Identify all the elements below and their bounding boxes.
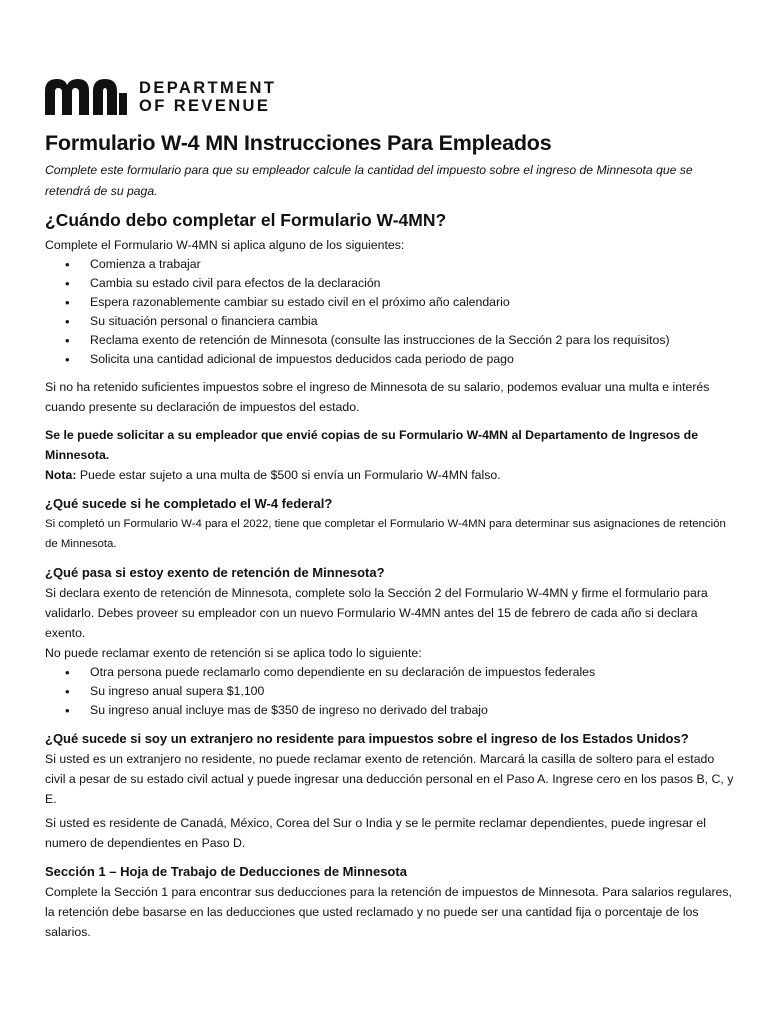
section1-text: Complete la Sección 1 para encontrar sus deducciones para la retención de impuestos de Minnesota. Para salarios regulares, la retención debe basarse en las deducciones que usted reclamado y no puede ser una cantidad fija o porcentaje de los salarios.	[45, 885, 732, 939]
dept-line-1: DEPARTMENT	[139, 79, 277, 97]
note-text	[45, 465, 735, 485]
list-item: • Espera razonablemente cambiar su estado civil en el próximo año calendario	[45, 293, 735, 312]
department-name	[139, 79, 276, 115]
nonresident-heading: ¿Qué sucede si soy un extranjero no residente para impuestos sobre el ingreso de los Estados Unidos?	[45, 731, 689, 746]
exempt-heading: ¿Qué pasa si estoy exento de retención de Minnesota?	[45, 565, 385, 580]
nonresident-text-2: Si usted es residente de Canadá, México, Corea del Sur o India y se le permite reclamar dependientes, puede ingresar el numero de dependientes en Paso D.	[45, 816, 706, 850]
page-title: Formulario W-4 MN Instrucciones Para Empleados	[45, 131, 552, 155]
note-body: Puede estar sujeto a una multa de $500 si envía un Formulario W-4MN falso.	[76, 468, 501, 482]
list-item: • Comienza a trabajar	[45, 255, 735, 274]
exempt-list	[45, 663, 735, 720]
nonresident-text-1: Si usted es un extranjero no residente, no puede reclamar exento de retención. Marcará la casilla de soltero para el estado civil a pesar de su estado civil actual y puede ingresar una deducción personal en el Paso A. Ingrese cero en los pasos B, C, y E.	[45, 752, 734, 806]
when-lead: Complete el Formulario W-4MN si aplica alguno de los siguientes:	[45, 238, 405, 252]
when-list	[45, 255, 735, 369]
mn-logo-icon	[45, 79, 127, 115]
note-label: Nota:	[45, 468, 77, 482]
list-item: • Reclama exento de retención de Minnesota (consulte las instrucciones de la Sección 2 para los requisitos)	[45, 331, 735, 350]
intro-text: Complete este formulario para que su empleador calcule la cantidad del impuesto sobre el ingreso de Minnesota que se retendrá de su paga.	[45, 163, 693, 198]
agency-header	[45, 78, 735, 116]
when-heading: ¿Cuándo debo completar el Formulario W-4MN?	[45, 210, 447, 230]
federal-heading: ¿Qué sucede si he completado el W-4 federal?	[45, 496, 333, 511]
list-item: • Su ingreso anual supera $1,100	[45, 682, 735, 701]
list-item: • Otra persona puede reclamarlo como dependiente en su declaración de impuestos federales	[45, 663, 735, 682]
request-text: Se le puede solicitar a su empleador que envié copias de su Formulario W-4MN al Departamento de Ingresos de Minnesota.	[45, 428, 699, 462]
exempt-lead: No puede reclamar exento de retención si se aplica todo lo siguiente:	[45, 646, 422, 660]
dept-line-2: OF REVENUE	[139, 97, 271, 115]
section1-heading: Sección 1 – Hoja de Trabajo de Deducciones de Minnesota	[45, 864, 407, 879]
federal-text: Si completó un Formulario W-4 para el 2022, tiene que completar el Formulario W-4MN para determinar sus asignaciones de retención de Minnesota.	[45, 518, 726, 550]
list-item: • Su situación personal o financiera cambia	[45, 312, 735, 331]
list-item: • Cambia su estado civil para efectos de la declaración	[45, 274, 735, 293]
document-page	[45, 78, 735, 942]
penalty-text: Si no ha retenido suficientes impuestos sobre el ingreso de Minnesota de su salario, podemos evaluar una multa e interés cuando presente su declaración de impuestos del estado.	[45, 380, 710, 414]
list-item: • Solicita una cantidad adicional de impuestos deducidos cada periodo de pago	[45, 350, 735, 369]
exempt-text: Si declara exento de retención de Minnesota, complete solo la Sección 2 del Formulario W-4MN y firme el formulario para validarlo. Debes proveer su empleador con un nuevo Formulario W-4MN antes del 15 de febrero de cada año si declara exento.	[45, 586, 708, 640]
list-item: • Su ingreso anual incluye mas de $350 de ingreso no derivado del trabajo	[45, 701, 735, 720]
